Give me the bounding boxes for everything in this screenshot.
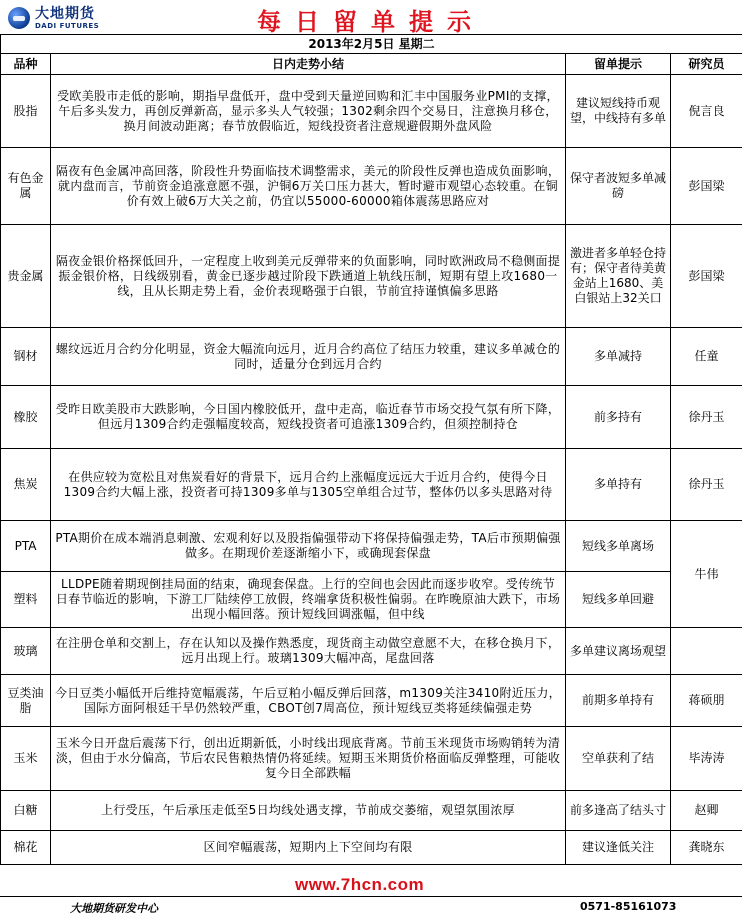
- row-researcher: 倪言良: [671, 75, 742, 148]
- row-summary: 隔夜有色金属冲高回落，阶段性升势面临技术调整需求，美元的阶段性反弹也造成负面影响，就内盘而言，节前资金追涨意愿不强，沪铜6万关口压力甚大，暂时避市观望心态较重。在铜价有效上破6万大关之前，仍宜以55000-60000箱体震荡思路应对: [51, 148, 566, 225]
- row-category: 玉米: [1, 727, 51, 791]
- row-tip: 多单减持: [566, 328, 671, 386]
- row-tip: 短线多单离场: [566, 521, 671, 572]
- row-researcher: [671, 628, 742, 675]
- row-summary: 在注册仓单和交割上，存在认知以及操作熟悉度，现货商主动做空意愿不大，在移仓换月下，远月出现上行。玻璃1309大幅冲高，尾盘回落: [51, 628, 566, 675]
- logo-chinese-name: 大地期货: [35, 5, 95, 22]
- row-researcher: 蒋硕朋: [671, 675, 742, 727]
- row-category: 有色金属: [1, 148, 51, 225]
- table-row: [1, 831, 742, 865]
- row-tip: 多单持有: [566, 449, 671, 521]
- row-summary: 区间窄幅震荡，短期内上下空间均有限: [51, 831, 566, 865]
- column-header-summary: 日内走势小结: [51, 54, 566, 75]
- table-row: [1, 449, 742, 521]
- row-category: 钢材: [1, 328, 51, 386]
- row-researcher: 彭国梁: [671, 225, 742, 328]
- table-row: [1, 521, 742, 572]
- row-tip: 前期多单持有: [566, 675, 671, 727]
- row-category: 豆类油脂: [1, 675, 51, 727]
- row-researcher: 徐丹玉: [671, 386, 742, 449]
- table-row: [1, 572, 742, 628]
- table-row: [1, 791, 742, 831]
- table-row: [1, 328, 742, 386]
- row-tip: 空单获利了结: [566, 727, 671, 791]
- row-summary: LLDPE随着期现倒挂局面的结束，确现套保盘。上行的空间也会因此而逐步收窄。受传统节日春节临近的影响，下游工厂陆续停工放假，终端拿货积极性偏弱。在昨晚原油大跌下，市场出现小幅回落。预计短线回调涨幅，但中线: [51, 572, 566, 628]
- row-researcher: 毕涛涛: [671, 727, 742, 791]
- row-researcher: 徐丹玉: [671, 449, 742, 521]
- row-researcher: 赵卿: [671, 791, 742, 831]
- row-summary: 隔夜金银价格探低回升，一定程度上收到美元反弹带来的负面影响，同时欧洲政局不稳侧面提振金银价格，日线级别看，黄金已逐步越过阶段下跌通道上轨线压制，短期有望上攻1680一线，且从长期走势上看，金价表现略强于白银，节前宜持谨慎偏多思路: [51, 225, 566, 328]
- row-tip: 建议短线持币观望，中线持有多单: [566, 75, 671, 148]
- row-category: 塑料: [1, 572, 51, 628]
- row-tip: 保守者波短多单减磅: [566, 148, 671, 225]
- row-researcher: 牛伟: [671, 521, 742, 628]
- row-summary: 上行受压，午后承压走低至5日均线处遇支撑，节前成交萎缩，观望氛围浓厚: [51, 791, 566, 831]
- row-category: 焦炭: [1, 449, 51, 521]
- row-tip: 多单建议离场观望: [566, 628, 671, 675]
- row-category: 贵金属: [1, 225, 51, 328]
- column-header-tip: 留单提示: [566, 54, 671, 75]
- table-row: [1, 75, 742, 148]
- row-category: PTA: [1, 521, 51, 572]
- row-summary: 受昨日欧美股市大跌影响，今日国内橡胶低开，盘中走高，临近春节市场交投气氛有所下降，但远月1309合约走强幅度较高，短线投资者可追涨1309合约，但须控制持仓: [51, 386, 566, 449]
- row-tip: 前多持有: [566, 386, 671, 449]
- tips-table: [0, 34, 742, 865]
- column-header-category: 品种: [1, 54, 51, 75]
- row-summary: 今日豆类小幅低开后维持宽幅震荡，午后豆粕小幅反弹后回落，m1309关注3410附近压力，国际方面阿根廷干旱仍然较严重，CBOT创7周高位，预计短线豆类将延续偏强走势: [51, 675, 566, 727]
- row-summary: PTA期价在成本端消息刺激、宏观利好以及股指偏强带动下将保持偏强走势，TA后市预期偏强做多。在期现价差逐渐缩小下，或确现套保盘: [51, 521, 566, 572]
- row-summary: 玉米今日开盘后震荡下行，创出近期新低，小时线出现底背离。节前玉米现货市场购销转为清淡，但由于水分偏高，节后农民售粮热情仍将延续。短期玉米期货价格面临反弹整理，可能收复今日全部跌幅: [51, 727, 566, 791]
- header: [0, 0, 742, 34]
- row-tip: 前多逢高了结头寸: [566, 791, 671, 831]
- row-category: 白糖: [1, 791, 51, 831]
- row-category: 橡胶: [1, 386, 51, 449]
- row-category: 棉花: [1, 831, 51, 865]
- column-header-researcher: 研究员: [671, 54, 742, 75]
- table-row: [1, 148, 742, 225]
- row-summary: 受欧美股市走低的影响，期指早盘低开，盘中受到天量逆回购和汇丰中国服务业PMI的支撑，午后多头发力，再创反弹新高，显示多头人气较强；1302剩余四个交易日，注意换月移仓，换月间波动距离；春节放假临近，短线投资者注意规避假期外盘风险: [51, 75, 566, 148]
- table-row: [1, 675, 742, 727]
- table-row: [1, 225, 742, 328]
- footer: [0, 896, 742, 917]
- row-tip: 激进者多单轻仓持有；保守者待美黄金站上1680、美白银站上32关口: [566, 225, 671, 328]
- page-title: 每日留单提示: [257, 8, 485, 36]
- footer-phone: 0571-85161073: [580, 900, 677, 913]
- row-researcher: 彭国梁: [671, 148, 742, 225]
- report-date: 2013年2月5日 星期二: [1, 35, 742, 54]
- footer-organization: 大地期货研发中心: [70, 902, 158, 915]
- row-summary: 在供应较为宽松且对焦炭看好的背景下，远月合约上涨幅度远远大于近月合约，使得今日1309合约大幅上涨，投资者可持1309多单与1305空单组合过节，整体仍以多头思路对待: [51, 449, 566, 521]
- table-row: [1, 628, 742, 675]
- row-tip: 建议逢低关注: [566, 831, 671, 865]
- row-researcher: 龚晓东: [671, 831, 742, 865]
- table-row: [1, 727, 742, 791]
- row-category: 玻璃: [1, 628, 51, 675]
- table-row: [1, 386, 742, 449]
- row-tip: 短线多单回避: [566, 572, 671, 628]
- watermark: www.7hcn.com: [295, 875, 425, 894]
- row-summary: 螺纹远近月合约分化明显，资金大幅流向远月，近月合约高位了结压力较重，建议多单减仓的同时，适量分仓到远月合约: [51, 328, 566, 386]
- row-category: 股指: [1, 75, 51, 148]
- row-researcher: 任童: [671, 328, 742, 386]
- logo-english-name: DADI FUTURES: [35, 21, 100, 30]
